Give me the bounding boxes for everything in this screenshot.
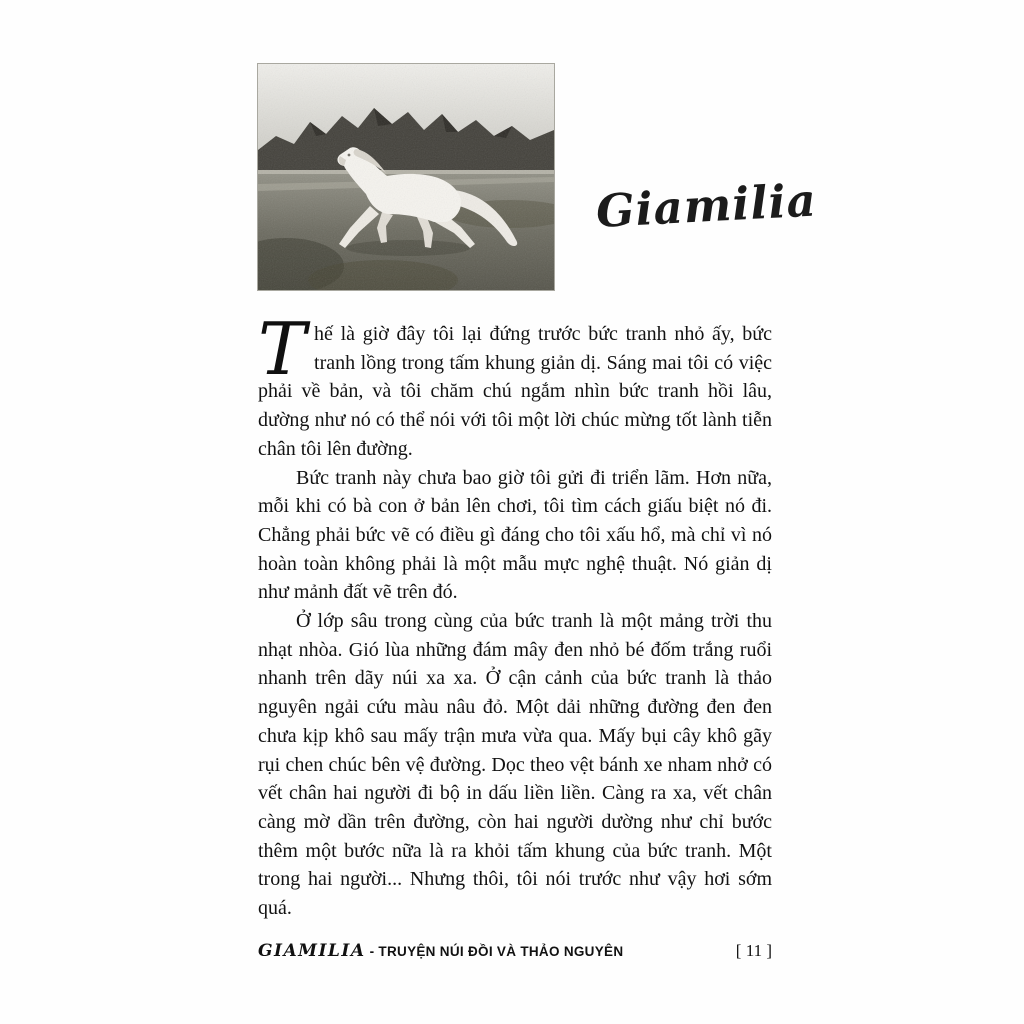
body-text [258, 307, 772, 923]
photo-grain [258, 64, 554, 290]
horse-photo-illustration [258, 64, 554, 290]
chapter-title-script: Giamilia [594, 173, 818, 238]
paragraph-1-text: hế là giờ đây tôi lại đứng trước bức tranh nhỏ ấy, bức tranh lồng trong tấm khung giản dị. Sáng mai tôi có việc phải về bản, và tôi chăm chú ngắm nhìn bức tranh hồi lâu, dường như nó có thể nói với tôi một lời chúc mừng tốt lành tiễn chân tôi lên đường. [258, 323, 772, 460]
dropcap-letter: T [258, 307, 307, 391]
paragraph-3: Ở lớp sâu trong cùng của bức tranh là một mảng trời thu nhạt nhòa. Gió lùa những đám mây đen nhỏ bé đốm trắng ruổi nhanh trên dãy núi xa xa. Ở cận cảnh của bức tranh là thảo nguyên ngải cứu màu nâu đỏ. Một dải những đường đen đen chưa kịp khô sau mấy trận mưa vừa qua. Mấy bụi cây khô gãy rụi chen chúc bên vệ đường. Dọc theo vệt bánh xe nham nhở có vết chân hai người đi bộ in dấu liền liền. Càng ra xa, vết chân càng mờ dần trên đường, còn hai người dường như chỉ bước thêm một bước nữa là ra khỏi tấm khung của bức tranh. Một trong hai người... Nhưng thôi, tôi nói trước như vậy hơi sớm quá. [258, 610, 772, 920]
horse-photo [258, 64, 554, 290]
footer-book-title: GIAMILIA [258, 941, 366, 961]
footer-subtitle: - TRUYỆN NÚI ĐỒI VÀ THẢO NGUYÊN [365, 944, 624, 959]
paragraph-1 [258, 307, 772, 464]
paragraph-2: Bức tranh này chưa bao giờ tôi gửi đi triển lãm. Hơn nữa, mỗi khi có bà con ở bản lên chơi, tôi tìm cách giấu biệt nó đi. Chẳng phải bức vẽ có điều gì đáng cho tôi xấu hổ, mà chỉ vì nó hoàn toàn không phải là một mẫu mực nghệ thuật. Nó giản dị như mảnh đất vẽ trên đó. [258, 466, 772, 604]
page-number: [ 11 ] [735, 941, 772, 960]
footer-running-title [258, 941, 623, 961]
page-footer [258, 941, 772, 961]
